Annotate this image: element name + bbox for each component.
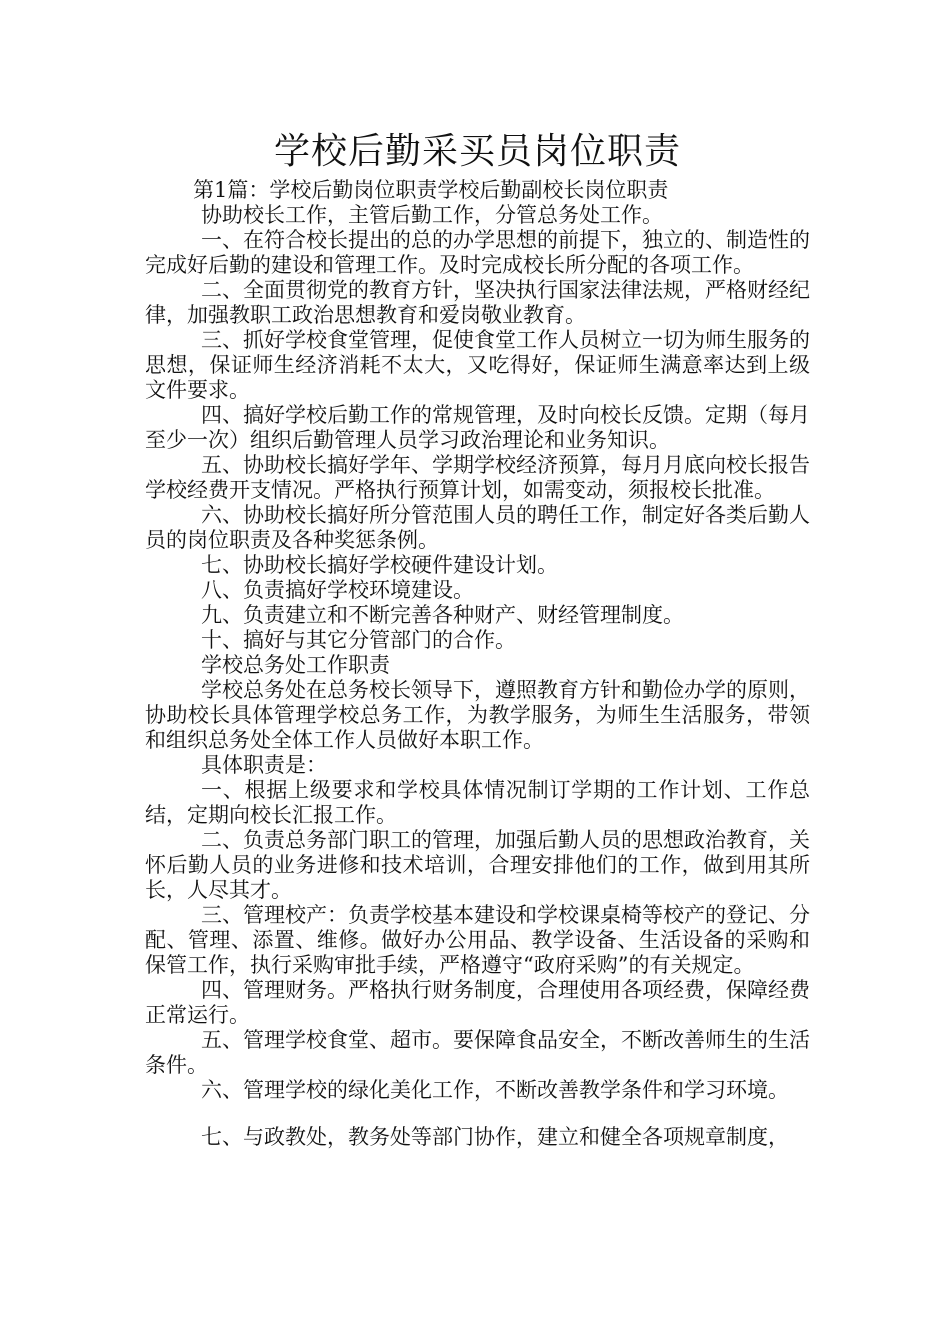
paragraph: 一、根据上级要求和学校具体情况制订学期的工作计划、工作总结，定期向校长汇报工作。 [145,778,810,827]
paragraph: 四、搞好学校后勤工作的常规管理，及时向校长反馈。定期（每月至少一次）组织后勤管理人员学习政治理论和业务知识。 [145,403,810,452]
paragraph: 四、管理财务。严格执行财务制度，合理使用各项经费，保障经费正常运行。 [145,978,810,1027]
paragraph: 学校总务处在总务校长领导下，遵照教育方针和勤俭办学的原则，协助校长具体管理学校总务工作，为教学服务，为师生生活服务，带领和组织总务处全体工作人员做好本职工作。 [145,678,810,752]
paragraph: 九、负责建立和不断完善各种财产、财经管理制度。 [201,603,684,627]
section-heading: 学校总务处工作职责 [201,653,390,677]
paragraph: 八、负责搞好学校环境建设。 [201,578,474,602]
paragraph: 二、全面贯彻党的教育方针，坚决执行国家法律法规，严格财经纪律，加强教职工政治思想教育和爱岗敬业教育。 [145,278,810,327]
paragraph: 六、协助校长搞好所分管范围人员的聘任工作，制定好各类后勤人员的岗位职责及各种奖惩条例。 [145,503,810,552]
paragraph: 一、在符合校长提出的总的办学思想的前提下，独立的、制造性的完成好后勤的建设和管理工作。及时完成校长所分配的各项工作。 [145,228,810,277]
paragraph: 五、管理学校食堂、超市。要保障食品安全，不断改善师生的生活条件。 [145,1028,810,1077]
paragraph: 具体职责是： [201,753,327,777]
paragraph: 七、与政教处，教务处等部门协作，建立和健全各项规章制度， [201,1125,789,1149]
paragraph: 七、协助校长搞好学校硬件建设计划。 [201,553,558,577]
paragraph: 六、管理学校的绿化美化工作，不断改善教学条件和学习环境。 [201,1078,789,1102]
paragraph: 十、搞好与其它分管部门的合作。 [201,628,516,652]
document-subtitle: 第1篇：学校后勤岗位职责学校后勤副校长岗位职责 [193,178,669,202]
document-title: 学校后勤采买员岗位职责 [273,131,681,172]
paragraph: 五、协助校长搞好学年、学期学校经济预算，每月月底向校长报告学校经费开支情况。严格执行预算计划，如需变动，须报校长批准。 [145,453,810,502]
paragraph: 三、抓好学校食堂管理，促使食堂工作人员树立一切为师生服务的思想，保证师生经济消耗不太大，又吃得好，保证师生满意率达到上级文件要求。 [145,328,810,402]
paragraph: 协助校长工作，主管后勤工作，分管总务处工作。 [201,203,663,227]
paragraph: 三、管理校产：负责学校基本建设和学校课桌椅等校产的登记、分配、管理、添置、维修。做好办公用品、教学设备、生活设备的采购和保管工作，执行采购审批手续，严格遵守“政府采购”的有关规定。 [145,903,810,977]
paragraph: 二、负责总务部门职工的管理，加强后勤人员的思想政治教育，关怀后勤人员的业务进修和技术培训，合理安排他们的工作，做到用其所长，人尽其才。 [145,828,810,902]
